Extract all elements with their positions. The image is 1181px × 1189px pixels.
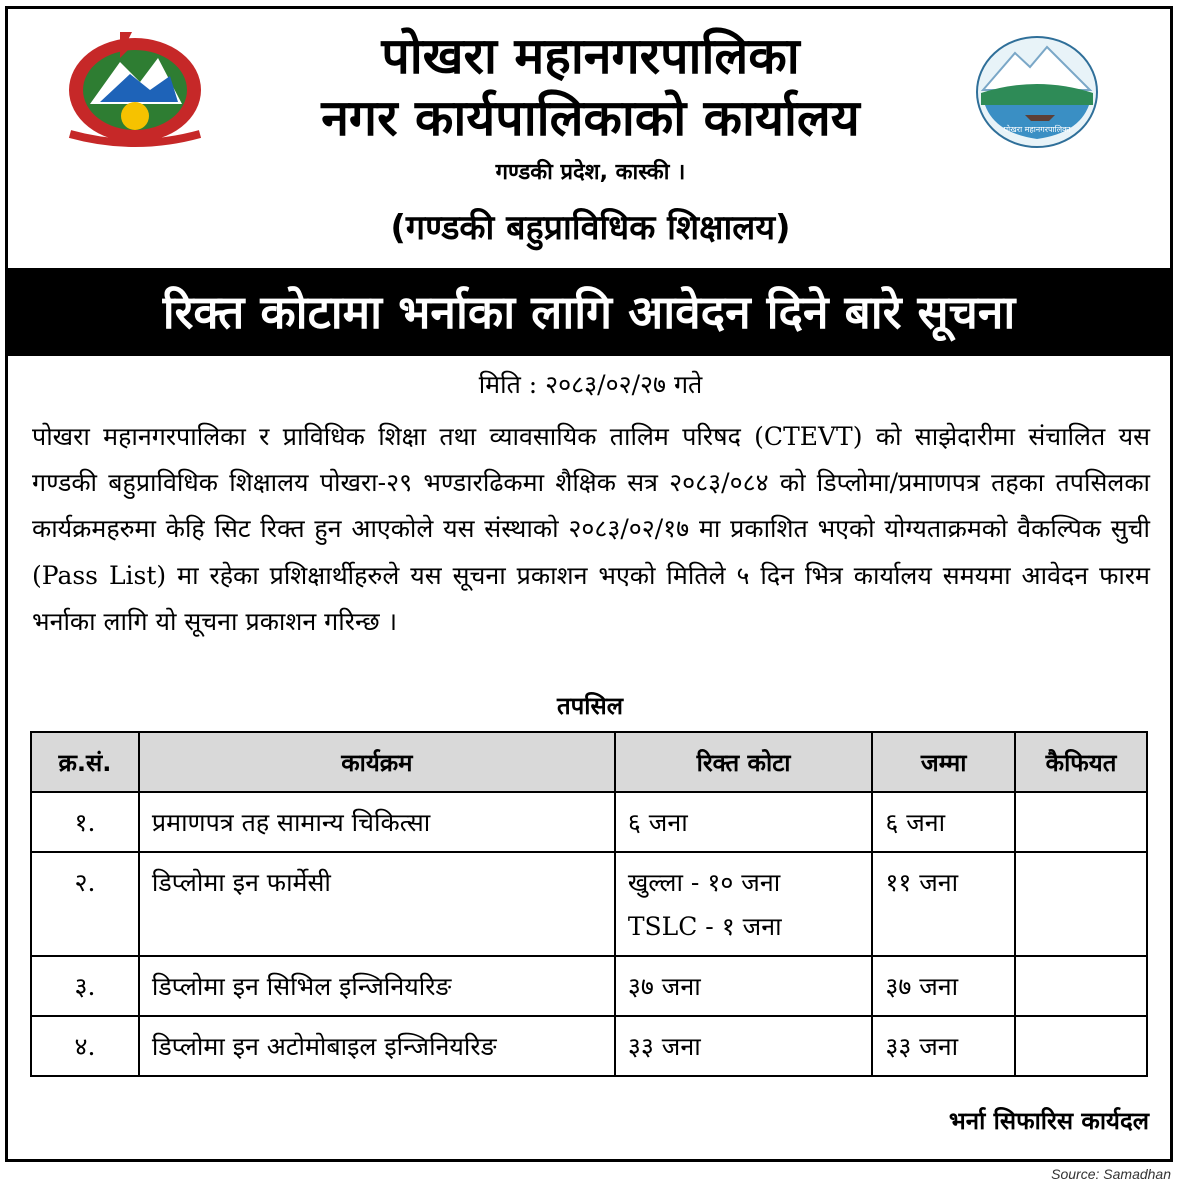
table-header-row bbox=[31, 732, 1147, 792]
table-caption: तपसिल bbox=[556, 692, 624, 720]
row-sn: २. bbox=[31, 852, 139, 956]
quota-line: TSLC - १ जना bbox=[627, 912, 782, 941]
row-program: डिप्लोमा इन अटोमोबाइल इन्जिनियरिङ bbox=[139, 1016, 615, 1076]
row-total: ११ जना bbox=[872, 852, 1015, 956]
row-total: ६ जना bbox=[872, 792, 1015, 852]
notice-title-banner: रिक्त कोटामा भर्नाका लागि आवेदन दिने बारे सूचना bbox=[5, 268, 1173, 356]
quota-line: ३७ जना bbox=[627, 972, 701, 1001]
row-remarks bbox=[1015, 956, 1147, 1016]
org-name: पोखरा महानगरपालिका bbox=[381, 27, 800, 85]
vacancy-table bbox=[30, 731, 1148, 1077]
header-remarks: कैफियत bbox=[1015, 732, 1147, 792]
office-name: नगर कार्यपालिकाको कार्यालय bbox=[321, 89, 860, 147]
province-district: गण्डकी प्रदेश, कास्की । bbox=[495, 160, 686, 185]
row-remarks bbox=[1015, 852, 1147, 956]
notice-body: पोखरा महानगरपालिका र प्राविधिक शिक्षा तथा व्यावसायिक तालिम परिषद (CTEVT) को साझेदारीमा संचालित यस गण्डकी बहुप्राविधिक शिक्षालय पोखरा-२९ भण्डारढिकमा शैक्षिक सत्र २०८३/०८४ को डिप्लोमा/प्रमाणपत्र तहका तपसिलका कार्यक्रमहरुमा केहि सिट रिक्त हुन आएकोले यस संस्थाको २०८३/०२/१७ मा प्रकाशित भएको योग्यताक्रमको वैकल्पिक सुची (Pass List) मा रहेका प्रशिक्षार्थीहरुले यस सूचना प्रकाशन भएको मितिले ५ दिन भित्र कार्यालय समयमा आवेदन फारम भर्नाका लागि यो सूचना प्रकाशन गरिन्छ । bbox=[32, 422, 1150, 636]
table-row bbox=[31, 852, 1147, 956]
table-row bbox=[31, 956, 1147, 1016]
row-program: डिप्लोमा इन फार्मेसी bbox=[139, 852, 615, 956]
row-remarks bbox=[1015, 792, 1147, 852]
row-program: डिप्लोमा इन सिभिल इन्जिनियरिङ bbox=[139, 956, 615, 1016]
row-sn: ४. bbox=[31, 1016, 139, 1076]
header-total: जम्मा bbox=[872, 732, 1015, 792]
row-quota bbox=[615, 956, 872, 1016]
header-vacant-quota: रिक्त कोटा bbox=[615, 732, 872, 792]
quota-line: ३३ जना bbox=[627, 1032, 701, 1061]
row-total: ३३ जना bbox=[872, 1016, 1015, 1076]
row-quota bbox=[615, 792, 872, 852]
header-program: कार्यक्रम bbox=[139, 732, 615, 792]
signature-committee: भर्ना सिफारिस कार्यदल bbox=[948, 1107, 1149, 1135]
row-total: ३७ जना bbox=[872, 956, 1015, 1016]
table-row bbox=[31, 1016, 1147, 1076]
row-sn: १. bbox=[31, 792, 139, 852]
quota-line: ६ जना bbox=[627, 808, 688, 837]
row-program: प्रमाणपत्र तह सामान्य चिकित्सा bbox=[139, 792, 615, 852]
table-row bbox=[31, 792, 1147, 852]
source-credit: Source: Samadhan bbox=[1051, 1166, 1171, 1182]
header-sn: क्र.सं. bbox=[31, 732, 139, 792]
logo-caption: पोखरा महानगरपालिका bbox=[1003, 125, 1071, 134]
row-remarks bbox=[1015, 1016, 1147, 1076]
quota-line: खुल्ला - १० जना bbox=[627, 868, 781, 897]
row-quota bbox=[615, 1016, 872, 1076]
notice-date: मिति : २०८३/०२/२७ गते bbox=[478, 370, 703, 399]
institution-name: (गण्डकी बहुप्राविधिक शिक्षालय) bbox=[390, 208, 791, 248]
row-quota bbox=[615, 852, 872, 956]
row-sn: ३. bbox=[31, 956, 139, 1016]
